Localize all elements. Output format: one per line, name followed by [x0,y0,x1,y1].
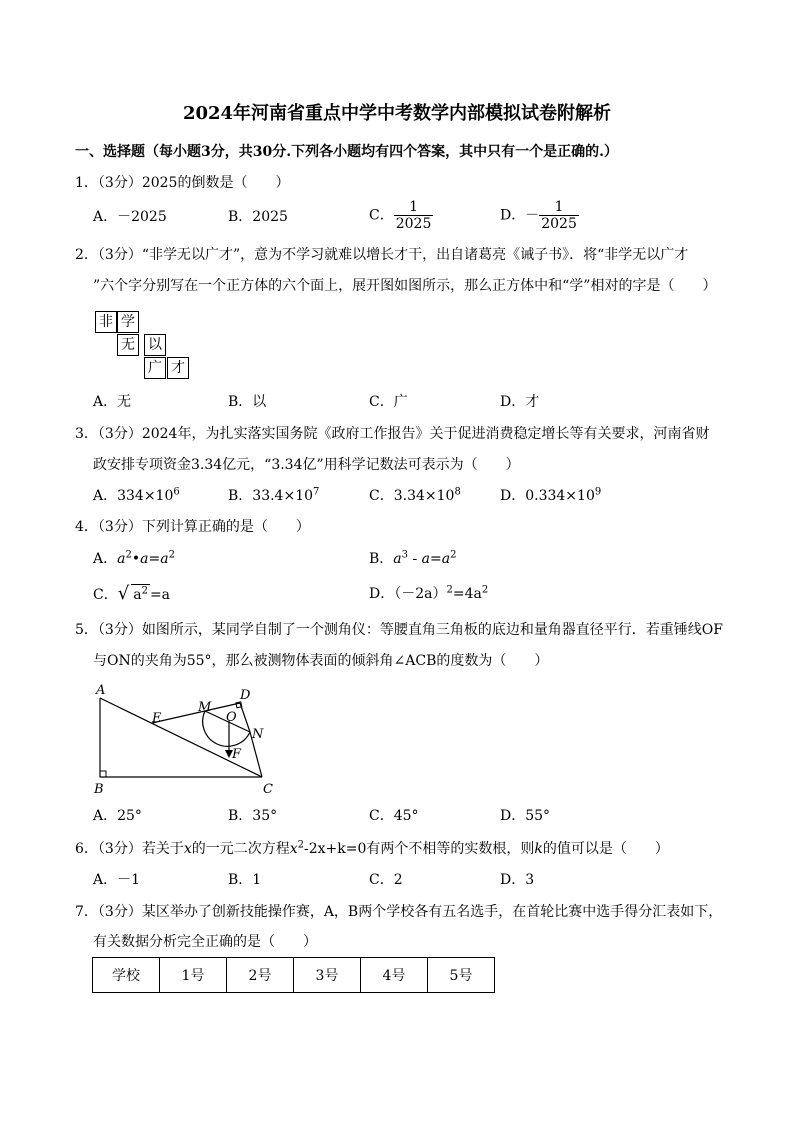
question-4-text: 4．（3分）下列计算正确的是（ ） [75,519,310,535]
score-table-header: 4号 [361,958,428,993]
q4-option-b: B．$a^3 - a=a^2$ [369,549,457,567]
label-c: C [263,782,273,797]
q6-option-c: C．2 [369,872,403,888]
q4-d-tail: =4a [452,586,482,602]
question-5-line-2: 与ON的夹角为55°，那么被测物体表面的倾斜角∠ACB的度数为（ ） [93,653,549,669]
q1-d-denominator: 2025 [541,216,577,232]
q2-option-a: A．无 [93,394,132,410]
q1-option-a: A．－2025 [93,209,167,225]
q1-option-c-prefix: C． [369,207,394,224]
q6-text-post: 有两个不相等的实数根，则 [366,841,535,857]
q1-option-d-prefix: D．－ [500,207,540,224]
q3-a-base: A．334×10 [93,488,174,504]
protractor-diagram [90,680,280,800]
q5-option-d: D．55° [500,808,551,824]
q3-d-base: D．0.334×10 [500,488,595,504]
q1-option-c-fraction [394,199,434,232]
q6-option-a: A．－1 [93,872,141,888]
q3-d-exponent: 9 [594,486,602,498]
q1-c-denominator: 2025 [395,216,432,232]
q1-option-b: B．2025 [228,209,288,225]
net-cell-3: 无 [117,334,139,356]
q2-option-c: C．广 [369,394,408,410]
q4-option-d: D．$(-2a)^2=4a^2$ [369,584,489,602]
q6-text-end: 的值可以是（ ） [542,841,669,857]
q4-c-tail: =a [149,587,171,603]
label-d: D [240,688,251,703]
q3-c-exponent: 8 [454,486,461,498]
q1-d-numerator: 1 [539,199,579,216]
q1-option-d-fraction [539,199,579,232]
q1-option-d [500,199,579,232]
question-2-line-1: 2．（3分）“非学无以广才”，意为不学习就难以增长才干，出自诸葛亮《诫子书》．将“非学无以广才 [75,247,689,263]
score-table-header-row [93,958,495,993]
label-a: A [96,683,106,698]
section-heading: 一、选择题（每小题3分，共30分.下列各小题均有四个答案，其中只有一个是正确的.） [75,144,618,160]
q3-option-d [500,486,601,506]
q4-a-prefix: A． [93,551,118,567]
label-n: N [252,727,264,742]
q6-var-x: x [183,841,192,857]
q3-option-a [93,486,180,506]
q1-option-c [369,199,433,232]
net-cell-5: 广 [144,357,166,379]
q3-a-exponent: 6 [173,486,180,498]
q5-option-a: A．25° [93,808,142,824]
label-m: M [198,700,212,715]
q3-option-b [228,486,319,506]
q6-eq-exponent: 2 [297,839,305,851]
question-1-text: 1．（3分）2025的倒数是（ ） [75,175,290,191]
label-e: E [152,711,162,726]
q2-option-d: D．才 [500,394,540,410]
q6-var-k: k [534,841,543,857]
net-cell-2: 学 [117,311,139,333]
label-f: F [232,747,242,762]
q6-eq-x: x [289,841,298,857]
q4-b-prefix: B． [369,551,394,567]
score-table-header: 2号 [227,958,294,993]
label-o: O [226,710,237,725]
question-7-line-1: 7．（3分）某区举办了创新技能操作赛，A，B两个学校各有五名选手，在首轮比赛中选手得分汇表如下， [75,904,723,920]
score-table-header: 5号 [428,958,495,993]
q6-option-d: D．3 [500,872,535,888]
question-6-text [75,839,669,859]
q3-b-exponent: 7 [313,486,320,498]
right-angle-b [100,771,106,777]
q1-c-numerator: 1 [394,199,434,216]
question-3-line-1: 3．（3分）2024年，为扎实落实国务院《政府工作报告》关于促进消费稳定增长等有关要求，河南省财 [75,426,710,442]
q4-option-a: A．$a^2•a=a^2$ [93,549,175,567]
question-5-line-1: 5．（3分）如图所示，某同学自制了一个测角仪：等腰直角三角板的底边和量角器直径平行．若重锤线OF [75,622,724,638]
q3-b-base: B．33.4×10 [228,488,314,504]
question-7-line-2: 有关数据分析完全正确的是（ ） [93,934,317,950]
label-b: B [94,782,104,797]
question-2-line-2: ”六个字分别写在一个正方体的六个面上，展开图如图所示，那么正方体中和“学”相对的字是（ ） [93,278,717,294]
net-cell-6: 才 [167,357,189,379]
score-table-header: 3号 [294,958,361,993]
q4-option-c: C．√ $a^2 =a$ [93,583,171,604]
net-cell-1: 非 [95,311,117,333]
q6-text-pre: 6．（3分）若关于 [75,841,184,857]
q5-option-b: B．35° [228,808,278,824]
q6-option-b: B．1 [228,872,262,888]
edge-ac [100,698,262,777]
score-table-header: 学校 [93,958,160,993]
page-title: 2024年河南省重点中学中考数学内部模拟试卷附解析 [182,103,612,124]
q6-eq-rest: -2x+k=0 [304,841,367,857]
q6-text-mid: 的一元二次方程 [191,841,290,857]
q3-option-c [369,486,461,506]
q5-option-c: C．45° [369,808,419,824]
q4-d-prefix: D．（－2a） [369,586,447,602]
score-table [92,957,495,993]
q4-c-prefix: C． [93,587,118,603]
q3-c-base: C．3.34×10 [369,488,455,504]
q2-option-b: B．以 [228,394,267,410]
question-3-line-2: 政安排专项资金3.34亿元，“3.34亿”用科学记数法可表示为（ ） [93,457,520,473]
score-table-header: 1号 [160,958,227,993]
net-cell-4: 以 [144,334,166,356]
